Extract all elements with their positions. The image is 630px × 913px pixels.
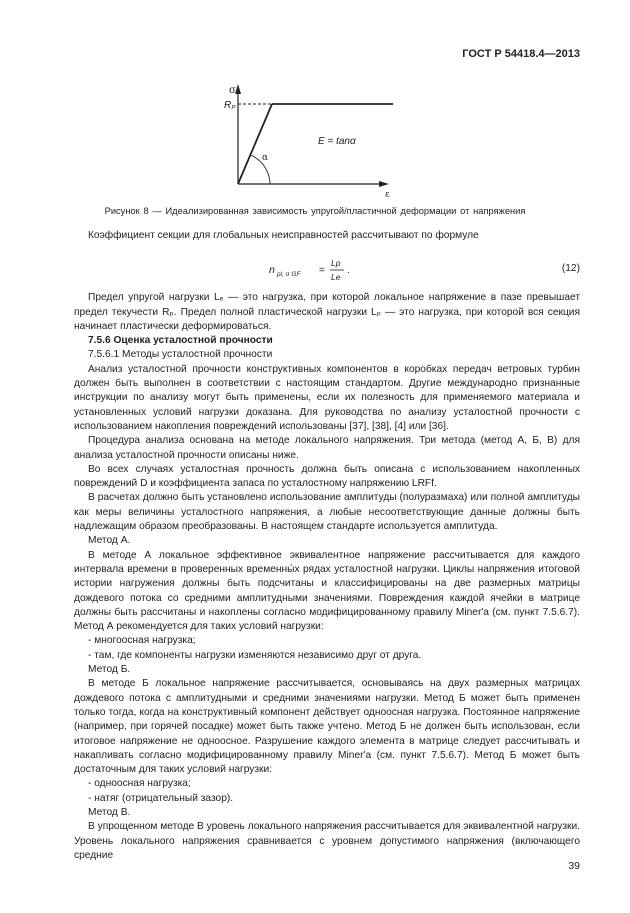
formula-denominator: Le — [331, 272, 341, 283]
document-body — [74, 229, 580, 863]
elastic-line — [238, 104, 272, 184]
angle-label: α — [262, 153, 269, 163]
y-axis-label: σ — [229, 85, 236, 96]
paragraph: Анализ усталостной прочности конструктивных компонентов в коробках передач ветровых турбин должен быть выполнен в соответствии с настоящим стандартом. Другие международно признанные инструкции по анализу могут быть применены, если их полезность для применяемого материала и установленных условий нагрузки доказана. Для руководства по анализу усталостной прочности с использованием накопления повреждений использованы [37], [38], [4] или [36]. — [74, 363, 580, 432]
x-axis-label: ε — [385, 190, 390, 200]
x-axis-arrow — [379, 181, 389, 187]
paragraph: Процедура анализа основана на методе локального напряжения. Три метода (метод А, Б, В) для анализа усталостной прочности описаны ниже. — [74, 435, 580, 461]
list-item: - многоосная нагрузка; — [88, 635, 196, 647]
paragraph: В методе Б локальное напряжение рассчитывается, основываясь на двух размерных матрицах дождевого потока с амплитудными и средними значениями нагрузки. Метод Б может быть применен только тогда, когда на конструктивный компонент действует одноосная нагрузка. Постоянное напряжение (например, при горячей посадке) может быть также учтено. Метод Б не должен быть использован, если итоговое напряжение не одноосное. Разрушение каждого элемента в матрице следует рассчитывать и накапливать согласно модифицированному правилу Miner'а (см. пункт 7.5.6.7). Метод Б может быть достаточным для таких условий нагрузки: — [74, 678, 580, 776]
figure-caption: Рисунок 8 — Идеализированная зависимость упругой/пластичной деформации от напряжения — [104, 206, 526, 216]
document-id: ГОСТ Р 54418.4—2013 — [462, 48, 580, 60]
formula-12 — [74, 255, 580, 283]
paragraph: В методе А локальное эффективное эквивалентное напряжение рассчитывается для каждого интервала времени в проверенных временны́х рядах усталостной нагрузки. Циклы напряжения итоговой истории нагружения должны быть подсчитаны и классифицированы на две размерных матрицы дождевого потока со средними амплитудными значениями. Повреждения каждой ячейки в матрице должны быть рассчитаны и накоплены согласно модифицированному правилу Miner'а (см. пункт 7.5.6.7). Метод А рекомендуется для таких условий нагрузки: — [74, 549, 580, 633]
yield-label: Rₚ — [224, 100, 236, 111]
formula-lhs-subscript: pl, σ GF — [277, 271, 301, 279]
paragraph: В расчетах должно быть установлено использование амплитуды (полуразмаха) или полной амплитуды как меры величины усталостного напряжения, а любые несоответствующие данные должны быть надлежащим образом преобразованы. В настоящем стандарте используется амплитуда. — [74, 492, 580, 533]
section-heading: 7.5.6 Оценка усталостной прочности — [88, 335, 273, 347]
paragraph: Предел упругой нагрузки Lₑ — это нагрузка, при которой локальное напряжение в пазе превышает предел текучести Rₚ. Предел полной пластической нагрузки Lₚ — это нагрузка, при которой вся секция начинает пластически деформироваться. — [74, 292, 580, 332]
y-axis-arrow — [235, 84, 241, 94]
paragraph: В упрощенном методе В уровень локального напряжения рассчитывается для эквивалентной нагрузки. Уровень локального напряжения сравнивается с уровнем допустимого напряжения (включающего средние — [74, 821, 580, 861]
equation-number: (12) — [561, 263, 580, 275]
method-label: Метод Б. — [88, 664, 131, 676]
formula-numerator: Lp — [331, 258, 341, 269]
list-item: - там, где компоненты нагрузки изменяются независимо друг от друга. — [88, 649, 422, 661]
formula-equals: = — [319, 265, 325, 277]
paragraph: Во всех случаях усталостная прочность должна быть описана с использованием накопленных повреждений D и коэффициента запаса по усталостному напряжению LRFf. — [74, 463, 580, 490]
list-item: - одноосная нагрузка; — [88, 778, 191, 790]
method-label: Метод А. — [88, 535, 131, 547]
page-number: 39 — [568, 860, 580, 872]
paragraph: Коэффициент секции для глобальных неисправностей рассчитывают по формуле — [88, 230, 479, 241]
modulus-label: E = tanα — [318, 136, 356, 147]
subsection-heading: 7.5.6.1 Методы усталостной прочности — [88, 349, 273, 361]
stress-strain-figure — [0, 0, 630, 200]
method-label: Метод В. — [88, 806, 131, 818]
formula-tail: . — [347, 265, 350, 277]
list-item: - натяг (отрицательный зазор). — [88, 792, 234, 804]
formula-expression — [269, 255, 429, 285]
formula-lhs: n — [269, 264, 275, 277]
